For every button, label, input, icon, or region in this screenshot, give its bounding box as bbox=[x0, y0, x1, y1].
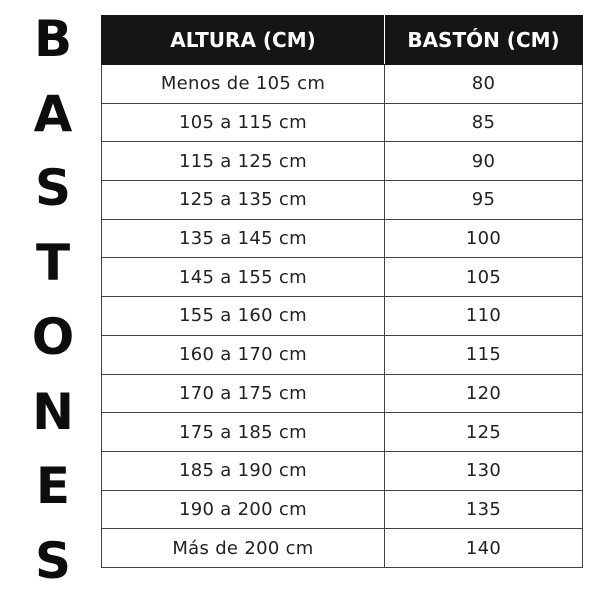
baston-cell: 135 bbox=[385, 490, 583, 529]
baston-cell: 115 bbox=[385, 335, 583, 374]
title-letter: A bbox=[33, 84, 73, 143]
title-letter: E bbox=[35, 457, 71, 516]
baston-cell: 120 bbox=[385, 374, 583, 413]
altura-cell: 135 a 145 cm bbox=[102, 219, 385, 258]
altura-cell: 175 a 185 cm bbox=[102, 413, 385, 452]
table-row bbox=[102, 529, 583, 568]
table-row bbox=[102, 490, 583, 529]
altura-cell: 145 a 155 cm bbox=[102, 258, 385, 297]
table-row bbox=[102, 451, 583, 490]
table-row bbox=[102, 335, 583, 374]
altura-cell: Menos de 105 cm bbox=[102, 65, 385, 104]
table-row bbox=[102, 413, 583, 452]
title-letter: N bbox=[32, 382, 74, 441]
table-row bbox=[102, 374, 583, 413]
baston-cell: 85 bbox=[385, 103, 583, 142]
baston-cell: 100 bbox=[385, 219, 583, 258]
baston-cell: 110 bbox=[385, 297, 583, 336]
altura-cell: 170 a 175 cm bbox=[102, 374, 385, 413]
altura-cell: 125 a 135 cm bbox=[102, 181, 385, 220]
table-row bbox=[102, 297, 583, 336]
table-row bbox=[102, 142, 583, 181]
title-letter: T bbox=[35, 233, 71, 292]
altura-cell: 105 a 115 cm bbox=[102, 103, 385, 142]
vertical-title bbox=[22, 10, 84, 590]
table-body bbox=[102, 65, 583, 568]
baston-cell: 130 bbox=[385, 451, 583, 490]
altura-cell: 155 a 160 cm bbox=[102, 297, 385, 336]
altura-cell: 115 a 125 cm bbox=[102, 142, 385, 181]
column-header-baston: BASTÓN (CM) bbox=[385, 16, 583, 65]
title-letter: B bbox=[33, 10, 73, 68]
baston-cell: 125 bbox=[385, 413, 583, 452]
table-row bbox=[102, 219, 583, 258]
title-letter: S bbox=[34, 159, 71, 218]
baston-cell: 80 bbox=[385, 65, 583, 104]
table-row bbox=[102, 103, 583, 142]
baston-cell: 90 bbox=[385, 142, 583, 181]
altura-cell: 160 a 170 cm bbox=[102, 335, 385, 374]
baston-cell: 105 bbox=[385, 258, 583, 297]
column-header-altura: ALTURA (CM) bbox=[102, 16, 385, 65]
table-row bbox=[102, 258, 583, 297]
size-table bbox=[101, 15, 583, 568]
altura-cell: Más de 200 cm bbox=[102, 529, 385, 568]
title-letter: O bbox=[31, 308, 75, 367]
altura-cell: 185 a 190 cm bbox=[102, 451, 385, 490]
baston-cell: 140 bbox=[385, 529, 583, 568]
altura-cell: 190 a 200 cm bbox=[102, 490, 385, 529]
baston-cell: 95 bbox=[385, 181, 583, 220]
table-row bbox=[102, 65, 583, 104]
header-row bbox=[102, 16, 583, 65]
table-row bbox=[102, 181, 583, 220]
title-letter: S bbox=[34, 531, 71, 590]
table-header bbox=[102, 16, 583, 65]
